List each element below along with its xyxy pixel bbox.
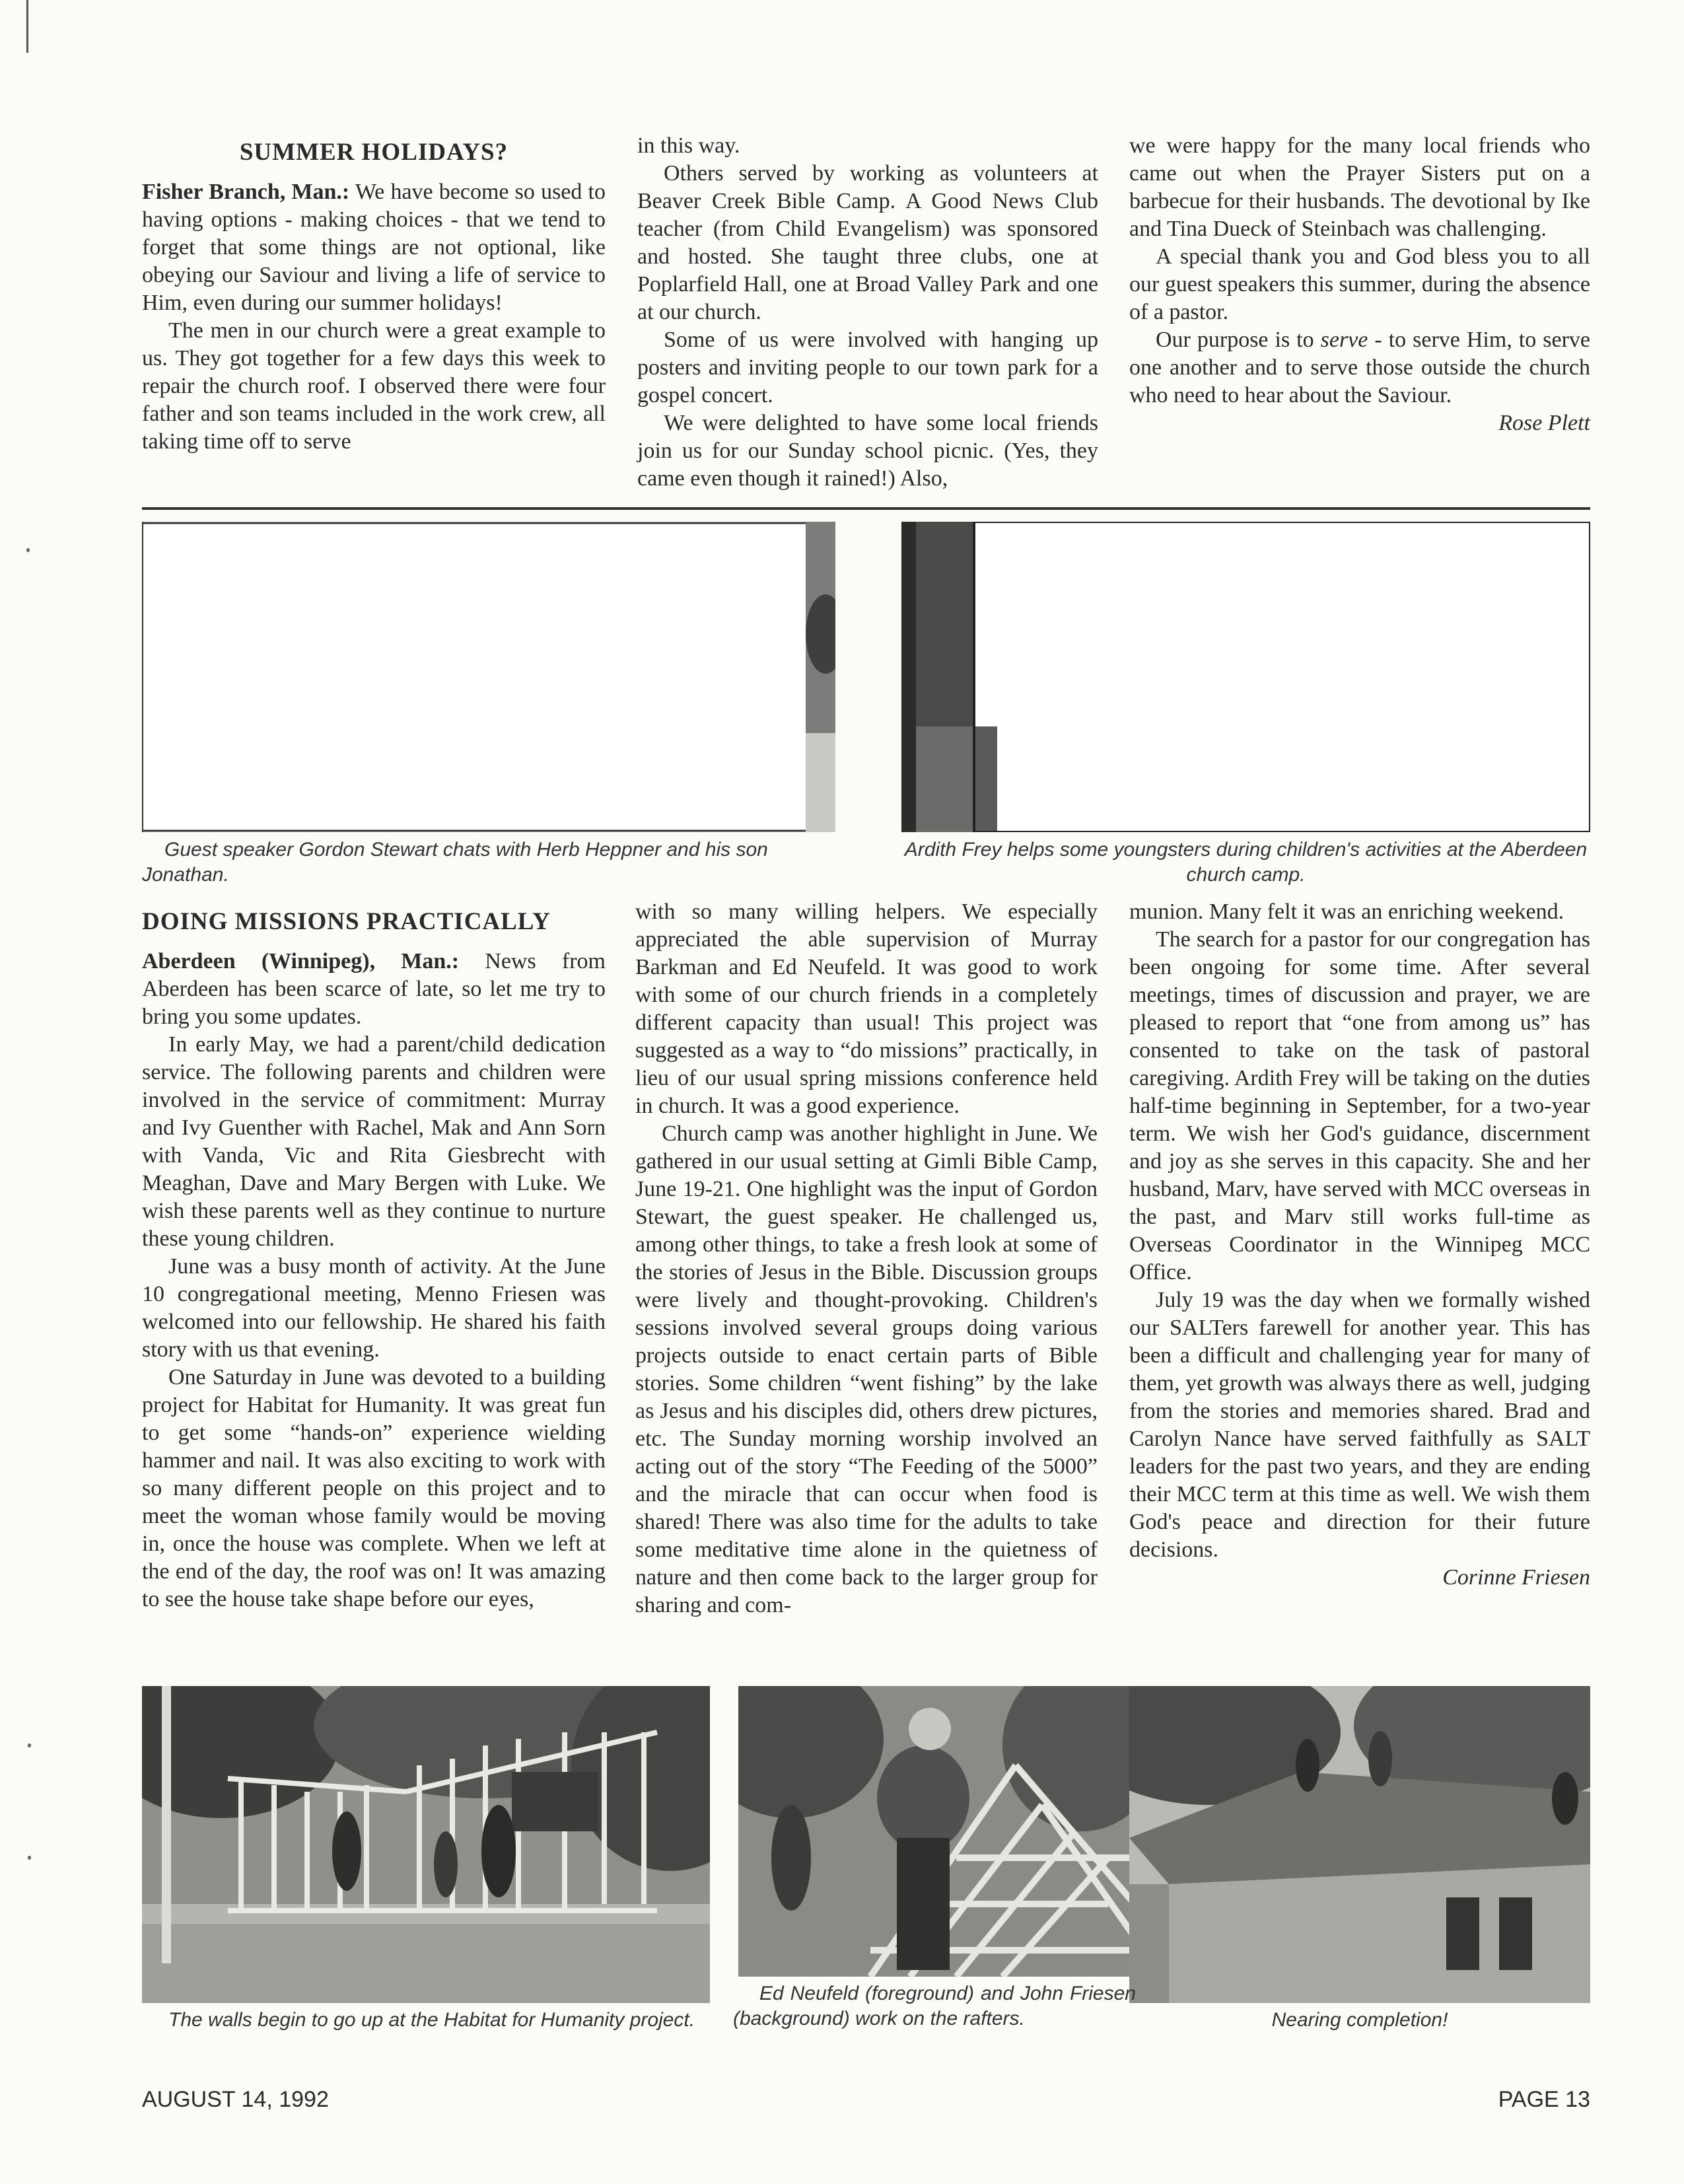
page-edge-mark (26, 0, 28, 53)
article1-text: - to serve Him, to serve one another and to serve those outside the church who need to hear about the Saviour. (1129, 328, 1590, 407)
scan-speck (28, 1744, 31, 1747)
scan-speck (28, 1856, 31, 1860)
article1-column-2 (637, 132, 1098, 493)
scan-speck (26, 548, 30, 552)
article2-paragraph: In early May, we had a parent/child dedication service. The following parents and children were involved in the service of commitment: Murray and Ivy Guenther with Rachel, Mak and Ann Sorn with Vanda, Vic and Rita Giesbrecht with Meaghan, Dave and Mary Bergen with Luke. We wish these parents well as they continue to nurture these young children. (142, 1032, 606, 1251)
article2-paragraph-continued: with so many willing helpers. We especially appreciated the able supervision of Murray Barkman and Ed Neufeld. It was good to work with some of our church friends in a completely different capacity than usual! This project was suggested as a way to “do missions” practically, in lieu of our usual spring missions conference held in church. It was a good experience. (635, 899, 1098, 1118)
photo-ardith-frey (901, 522, 1590, 832)
photo-habitat-walls (142, 1686, 710, 2003)
article2-paragraph-continued: munion. Many felt it was an enriching weekend. (1129, 899, 1564, 924)
article1-paragraph: We were delighted to have some local friends join us for our Sunday school picnic. (Yes, they came even though it rained!) Also, (637, 411, 1098, 491)
article2-lead-paragraph (142, 948, 606, 1031)
article1-paragraph-continued: we were happy for the many local friends who came out when the Prayer Sisters put on a barbecue for their husbands. The devotional by Ike and Tina Dueck of Steinbach was challenging. (1129, 133, 1590, 241)
article2-lead-text: News from Aberdeen has been scarce of late, so let me try to bring you some updates. (142, 949, 606, 1029)
article2-paragraph: July 19 was the day when we formally wished our SALTers farewell for another year. This has been a difficult and challenging year for many of them, yet growth was always there as well, judging from the stories and memories shared. Brad and Carolyn Nance have served faithfully as SALT leaders for the past two years, and they are ending their MCC term at this time as well. We wish them God's peace and direction for their future decisions. (1129, 1288, 1590, 1562)
article1-paragraph (1129, 326, 1590, 409)
article1-column-1 (142, 139, 606, 456)
article1-paragraph: Others served by working as volunteers at Beaver Creek Bible Camp. A Good News Club teacher (from Child Evangelism) was sponsored and hosted. She taught three clubs, one at Poplarfield Hall, one at Broad Valley Park and one at our church. (637, 161, 1098, 324)
article2-paragraph: June was a busy month of activity. At the June 10 congregational meeting, Menno Friesen was welcomed into our fellowship. He shared his faith story with us that evening. (142, 1254, 606, 1362)
article1-column-3 (1129, 132, 1590, 437)
photo-gordon-stewart (142, 522, 835, 832)
footer-page-number: PAGE 13 (1498, 2087, 1590, 2112)
article2-headline: DOING MISSIONS PRACTICALLY (142, 908, 551, 935)
photo-image (142, 1686, 710, 2003)
article1-paragraph-continued: in this way. (637, 133, 740, 158)
article2-paragraph: Church camp was another highlight in June. We gathered in our usual setting at Gimli Bible Camp, June 19-21. One highlight was the input of Gordon Stewart, the guest speaker. He challenged us, among other things, to take a fresh look at some of the stories of Jesus in the Bible. Discussion groups were lively and thought-provoking. Children's sessions involved several groups doing various projects outside to enact certain parts of Bible stories. Some children “went fishing” by the lake as Jesus and his disciples did, others drew pictures, etc. The Sunday morning worship involved an acting out of the story “The Feeding of the 5000” and the miracle that can occur when food is shared! There was also time for the adults to take some meditative time alone in the quietness of nature and then come back to the larger group for sharing and com- (635, 1121, 1098, 1617)
article2-paragraph: One Saturday in June was devoted to a building project for Habitat for Humanity. It was great fun to get some “hands-on” experience wielding hammer and nail. It was also exciting to work with so many different people on this project and to meet the woman whose family would be moving in, once the house was complete. When we left at the end of the day, the roof was on! It was amazing to see the house take shape before our eyes, (142, 1365, 606, 1611)
article1-emphasis: serve (1320, 328, 1368, 352)
caption-rafters: Ed Neufeld (foreground) and John Friesen (background) work on the rafters. (733, 1983, 1136, 2029)
photo-rafters (738, 1686, 1135, 1977)
photo-image (738, 1686, 1135, 1977)
article1-headline: SUMMER HOLIDAYS? (239, 139, 509, 166)
article2-dateline: Aberdeen (Winnipeg), Man.: (142, 949, 460, 973)
article2-byline: Corinne Friesen (1442, 1565, 1590, 1590)
article1-paragraph: A special thank you and God bless you to all our guest speakers this summer, during the absence of a pastor. (1129, 244, 1590, 324)
footer-date: AUGUST 14, 1992 (142, 2087, 329, 2112)
photo-image (1129, 1686, 1590, 2003)
caption-habitat-walls: The walls begin to go up at the Habitat for Humanity project. (168, 2009, 695, 2031)
article1-byline: Rose Plett (1498, 411, 1590, 435)
article1-paragraph: Some of us were involved with hanging up posters and inviting people to our town park for a gospel concert. (637, 328, 1098, 407)
article1-lead-text: We have become so used to having options - making choices - that we tend to forget that some things are not optional, like obeying our Saviour and living a life of service to Him, even during our summer holidays! (142, 180, 606, 315)
photo-nearing-completion (1129, 1686, 1590, 2003)
article2-column-3 (1129, 898, 1590, 1592)
article2-column-1 (142, 908, 606, 1613)
article2-column-2 (635, 898, 1098, 1619)
article2-paragraph: The search for a pastor for our congregation has been ongoing for some time. After several meetings, times of discussion and prayer, we are pleased to report that “one from among us” has consented to take on the task of pastoral caregiving. Ardith Frey will be taking on the duties half-time beginning in September, for a two-year term. We wish her God's guidance, discernment and joy as she serves in this capacity. She and her husband, Marv, have served with MCC overseas in the past, and Marv still works full-time as Overseas Coordinator in the Winnipeg MCC Office. (1129, 927, 1590, 1285)
caption-ardith-frey: Ardith Frey helps some youngsters during children's activities at the Aberdeen church camp. (904, 839, 1588, 886)
article1-dateline: Fisher Branch, Man.: (142, 180, 350, 204)
section-divider (142, 507, 1590, 510)
article1-paragraph: The men in our church were a great example to us. They got together for a few days this week to repair the church roof. I observed there were four father and son teams included in the work crew, all taking time off to serve (142, 318, 606, 454)
article1-lead-paragraph (142, 178, 606, 317)
photo-image (901, 522, 1590, 832)
article1-text: Our purpose is to (1156, 328, 1321, 352)
caption-gordon-stewart: Guest speaker Gordon Stewart chats with Herb Heppner and his son Jonathan. (142, 839, 768, 886)
photo-image (142, 522, 835, 832)
caption-nearing-completion: Nearing completion! (1271, 2009, 1448, 2031)
